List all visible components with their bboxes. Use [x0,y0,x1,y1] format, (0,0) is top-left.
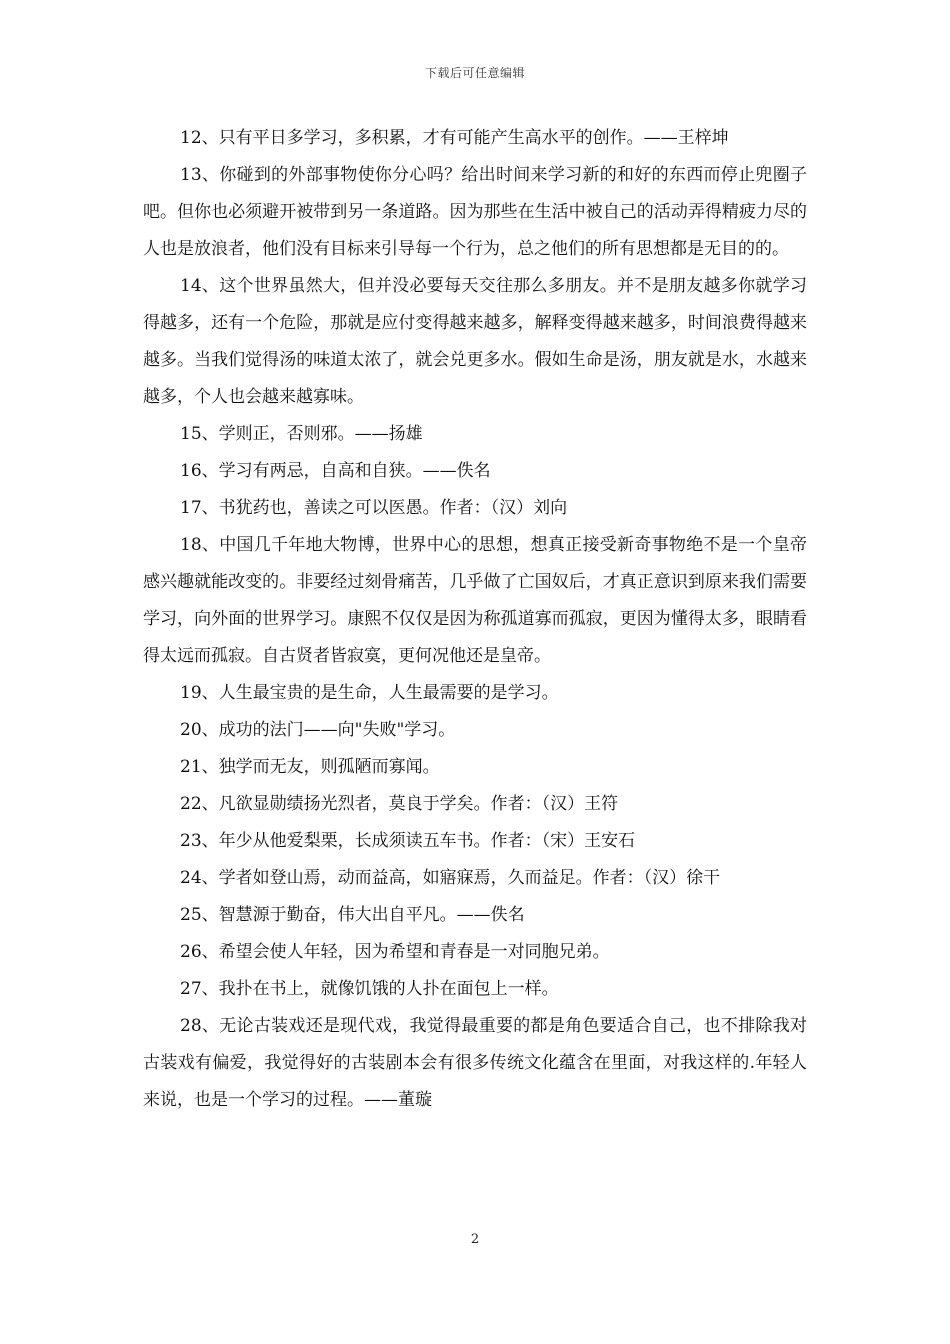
paragraph-19: 19、人生最宝贵的是生命，人生最需要的是学习。 [180,683,559,703]
paragraph-25: 25、智慧源于勤奋，伟大出自平凡。——佚名 [180,905,525,925]
paragraph-17: 17、书犹药也，善读之可以医愚。作者：（汉）刘向 [180,498,568,518]
paragraph-14: 14、这个世界虽然大，但并没必要每天交往那么多朋友。并不是朋友越多你就学习得越多，还有一个危险，那就是应付变得越来越多，解释变得越来越多，时间浪费得越来越多。当我们觉得汤的味道太浓了，就会兑更多水。假如生命是汤，朋友就是水，水越来越多，个人也会越来越寡味。 [143,276,807,407]
paragraph-27: 27、我扑在书上，就像饥饿的人扑在面包上一样。 [180,979,559,999]
page-number: 2 [470,1232,480,1247]
paragraph-12: 12、只有平日多学习，多积累，才有可能产生高水平的创作。——王梓坤 [180,128,729,148]
document-body [143,120,807,1119]
page-header: 下载后可任意编辑 [424,66,525,80]
paragraph-26: 26、希望会使人年轻，因为希望和青春是一对同胞兄弟。 [180,942,610,962]
paragraph-13: 13、你碰到的外部事物使你分心吗？给出时间来学习新的和好的东西而停止兜圈子吧。但你也必须避开被带到另一条道路。因为那些在生活中被自己的活动弄得精疲力尽的人也是放浪者，他们没有目标来引导每一个行为，总之他们的所有思想都是无目的的。 [143,165,807,259]
paragraph-18: 18、中国几千年地大物博，世界中心的思想，想真正接受新奇事物绝不是一个皇帝感兴趣就能改变的。非要经过刻骨痛苦，几乎做了亡国奴后，才真正意识到原来我们需要学习，向外面的世界学习。康熙不仅仅是因为称孤道寡而孤寂，更因为懂得太多，眼睛看得太远而孤寂。自古贤者皆寂寞，更何况他还是皇帝。 [143,535,807,666]
paragraph-28: 28、无论古装戏还是现代戏，我觉得最重要的都是角色要适合自己，也不排除我对古装戏有偏爱，我觉得好的古装剧本会有很多传统文化蕴含在里面，对我这样的.年轻人来说，也是一个学习的过程。——董璇 [143,1016,807,1110]
paragraph-23: 23、年少从他爱梨栗，长成须读五车书。作者：（宋）王安石 [180,831,636,851]
paragraph-24: 24、学者如登山焉，动而益高，如寤寐焉，久而益足。作者：（汉）徐干 [180,868,721,888]
paragraph-15: 15、学则正，否则邪。——扬雄 [180,424,423,444]
paragraph-20: 20、成功的法门——向"失败"学习。 [180,720,456,740]
paragraph-21: 21、独学而无友，则孤陋而寡闻。 [180,757,440,777]
paragraph-16: 16、学习有两忌，自高和自狭。——佚名 [180,461,491,481]
paragraph-22: 22、凡欲显勋绩扬光烈者，莫良于学矣。作者：（汉）王符 [180,794,619,814]
